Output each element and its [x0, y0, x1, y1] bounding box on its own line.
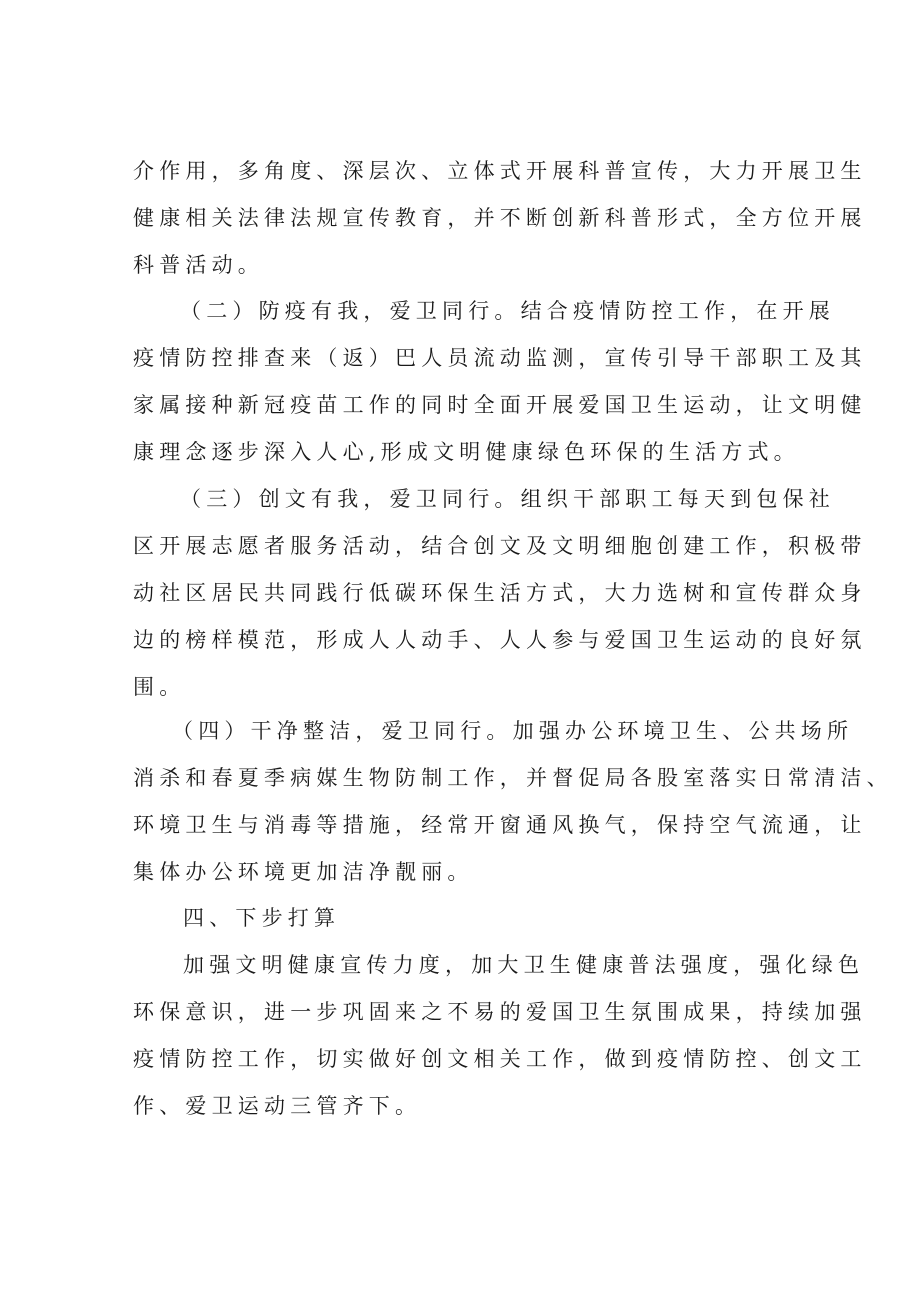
text-line: 家属接种新冠疫苗工作的同时全面开展爱国卫生运动，让文明健 — [133, 393, 867, 417]
text-line: 作、爱卫运动三管齐下。 — [133, 1094, 422, 1118]
text-line: 消杀和春夏季病媒生物防制工作，并督促局各股室落实日常清洁、 — [133, 766, 893, 790]
heading-text: 四、下步打算 — [183, 906, 341, 930]
text-line: 围。 — [133, 675, 186, 699]
text-line: 环保意识，进一步巩固来之不易的爱国卫生氛围成果，持续加强 — [133, 1000, 867, 1024]
text-line: （二）防疫有我，爱卫同行。结合疫情防控工作，在开展 — [180, 299, 835, 323]
text-line: 科普活动。 — [133, 253, 264, 277]
text-line: 边的榜样模范，形成人人动手、人人参与爱国卫生运动的良好氛 — [133, 628, 867, 652]
text-line: 健康相关法律法规宣传教育，并不断创新科普形式，全方位开展 — [133, 206, 867, 230]
text-line: 康理念逐步深入人心,形成文明健康绿色环保的生活方式。 — [133, 440, 800, 464]
text-line: 加强文明健康宣传力度，加大卫生健康普法强度，强化绿色 — [183, 953, 865, 977]
text-line: 区开展志愿者服务活动，结合创文及文明细胞创建工作，积极带 — [133, 534, 867, 558]
text-line: 疫情防控排查来（返）巴人员流动监测，宣传引导干部职工及其 — [133, 346, 867, 370]
text-line: 动社区居民共同践行低碳环保生活方式，大力选树和宣传群众身 — [133, 581, 867, 605]
text-line: （四）干净整洁，爱卫同行。加强办公环境卫生、公共场所 — [172, 719, 854, 743]
text-line: （三）创文有我，爱卫同行。组织干部职工每天到包保社 — [180, 487, 835, 511]
text-line: 疫情防控工作，切实做好创文相关工作，做到疫情防控、创文工 — [133, 1047, 867, 1071]
text-line: 介作用，多角度、深层次、立体式开展科普宣传，大力开展卫生 — [133, 159, 867, 183]
text-line: 环境卫生与消毒等措施，经常开窗通风换气，保持空气流通，让 — [133, 813, 867, 837]
text-line: 集体办公环境更加洁净靓丽。 — [133, 860, 474, 884]
